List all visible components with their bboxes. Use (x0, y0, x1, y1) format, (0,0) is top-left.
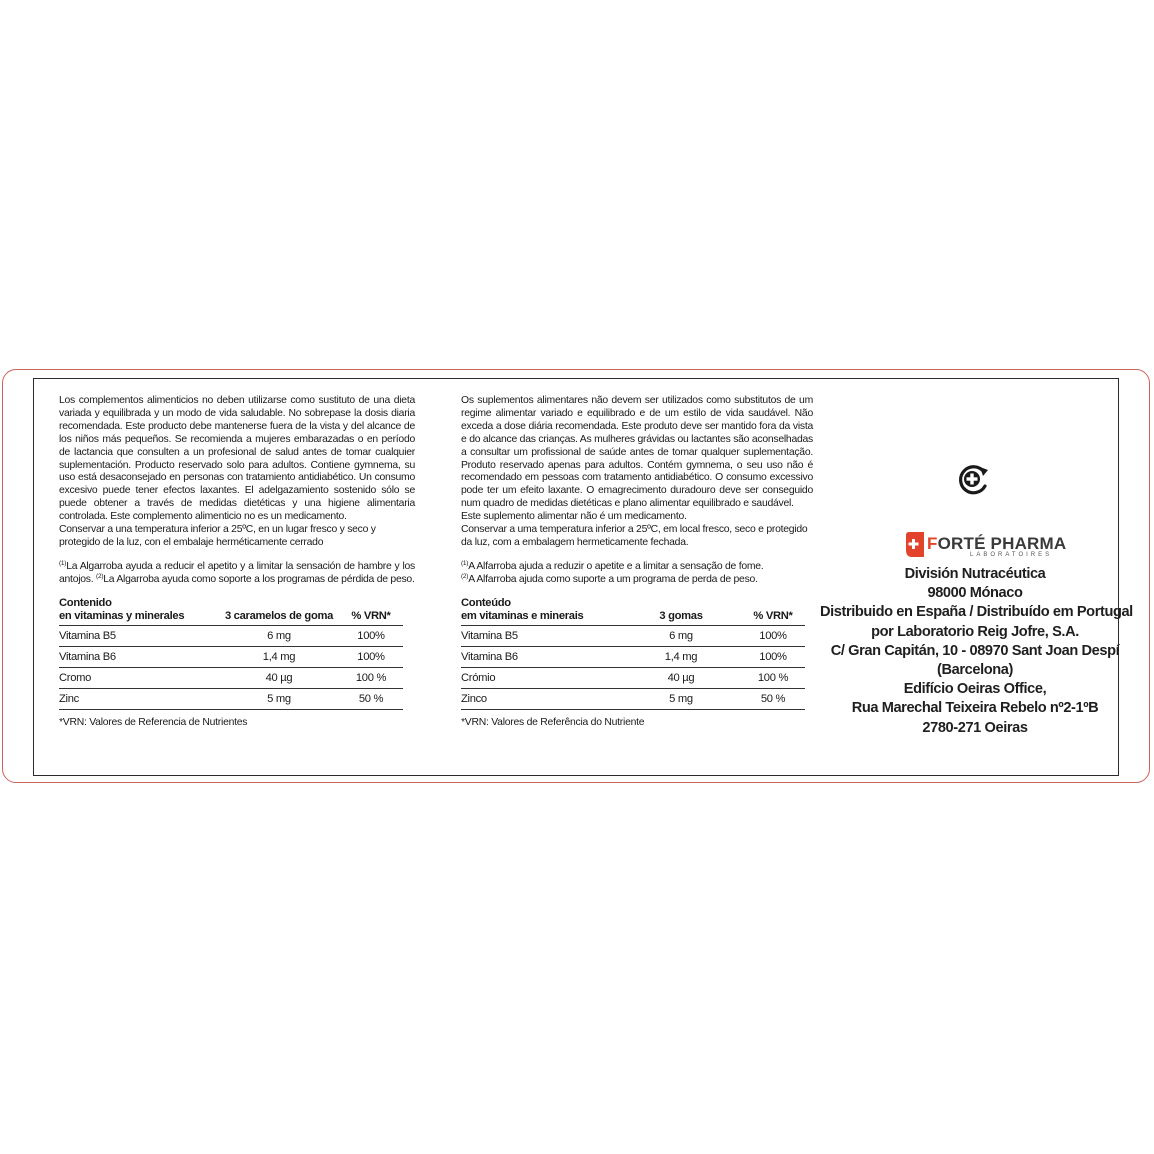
pt-warning-text: Os suplementos alimentares não devem ser utilizados como substitutos de um regime alimentar variado e equilibrado e de um estilo de vida saudável. Não exceda a dose diária recomendada. Este produto deve ser mantido fora da vista e do alcance das crianças. As mulheres grávidas ou lactantes são aconselhadas a consultar um profissional de saúde antes de tomar qualquer suplementação. Produto reservado apenas para adultos. Contém gymnema, o seu uso não é recomendado em pessoas com tratamento antidiabético. O consumo excessivo pode ter um efeito laxante. O emagrecimento duradouro deve ser conseguido num quadro de medidas dietéticas e plano alimentar equilibrado e saudável. (461, 395, 813, 510)
table-row: Crómio 40 µg 100 % (461, 667, 805, 688)
company-info (820, 565, 1133, 738)
brand-subtitle: LABORATOIRES (970, 552, 1053, 558)
table-row: Vitamina B6 1,4 mg 100% (59, 646, 403, 667)
company-line: Rua Marechal Teixeira Rebelo nº2-1ºB (851, 700, 1099, 717)
spanish-column (59, 395, 415, 730)
pt-footnotes (461, 561, 813, 587)
company-line: por Laboratorio Reig Jofre, S.A. (871, 623, 1079, 640)
table-row: Vitamina B5 6 mg 100% (59, 625, 403, 646)
es-nutrition-table (59, 597, 403, 710)
company-line: C/ Gran Capitán, 10 - 08970 Sant Joan Despí (830, 642, 1120, 659)
pt-vrn-note: *VRN: Valores de Referência do Nutriente (461, 716, 645, 728)
es-warning-text: Los complementos alimenticios no deben utilizarse como sustituto de una dieta variada y equilibrada y un modo de vida saludable. No sobrepase la dosis diaria recomendada. Este producto debe mantenerse fuera de la vista y del alcance de los niños más pequeños. Se recomienda a mujeres embarazadas o en período de lactancia que consulten a un profesional de salud antes de tomar cualquier suplementación. Producto reservado solo para adultos. Contiene gymnema, su uso está desaconsejado en personas con tratamiento antidiabético. Un consumo excesivo puede tener efectos laxantes. El adelgazamiento sostenido sólo se puede obtener a través de medidas dietéticas y una higiene alimentaria controlada. Este complemento alimenticio no es un medicamento. (59, 395, 415, 523)
recycle-plus-icon (955, 461, 991, 497)
es-table-header: Contenido en vitaminas y minerales 3 caramelos de goma % VRN* (59, 597, 403, 626)
pt-table-header: Conteúdo em vitaminas e minerais 3 gomas % VRN* (461, 597, 805, 626)
pt-footnote-2: $^{(2)}$A Alfarroba ajuda como suporte a um programa de perda de peso. (461, 572, 758, 585)
company-line: 2780-271 Oeiras (922, 719, 1028, 736)
table-row: Cromo 40 µg 100 % (59, 667, 403, 688)
brand-logo (904, 531, 1067, 561)
es-vrn-note: *VRN: Valores de Referencia de Nutrientes (59, 716, 248, 728)
pt-not-medicine-text: Este suplemento alimentar não é um medicamento. (461, 511, 687, 523)
es-storage-text: Conservar a una temperatura inferior a 25ºC, en un lugar fresco y seco y protegido de la luz, con el embalaje herméticamente cerrado (59, 524, 376, 548)
pt-footnote-1: $^{(1)}$A Alfarroba ajuda a reduzir o apetite e a limitar a sensação de fome. (461, 559, 764, 572)
table-row: Vitamina B5 6 mg 100% (461, 625, 805, 646)
es-footnote: $^{(1)}$La Algarroba ayuda a reducir el apetito y a limitar la sensación de hambre y los antojos. $^{(2)}$La Algarroba ayuda como soporte a los programas de pérdida de peso. (59, 559, 415, 585)
brand-cross-icon (904, 531, 924, 557)
table-row: Zinc 5 mg 50 % (59, 688, 403, 709)
company-line: (Barcelona) (937, 662, 1013, 679)
company-line: División Nutracéutica (904, 566, 1046, 582)
es-footnotes (59, 561, 415, 587)
portuguese-column (461, 395, 813, 730)
company-line: Distribuido en España / Distribuído em Portugal (820, 604, 1133, 621)
table-row: Zinco 5 mg 50 % (461, 688, 805, 709)
pt-storage-text: Conservar a uma temperatura inferior a 25ºC, em local fresco, seco e protegido da luz, com a embalagem hermeticamente fechada. (461, 524, 808, 548)
brand-name: FORTÉ PHARMA (927, 534, 1067, 553)
pt-nutrition-table (461, 597, 805, 710)
table-row: Vitamina B6 1,4 mg 100% (461, 646, 805, 667)
company-line: Edifício Oeiras Office, (903, 681, 1047, 698)
company-line: 98000 Mónaco (927, 585, 1023, 602)
